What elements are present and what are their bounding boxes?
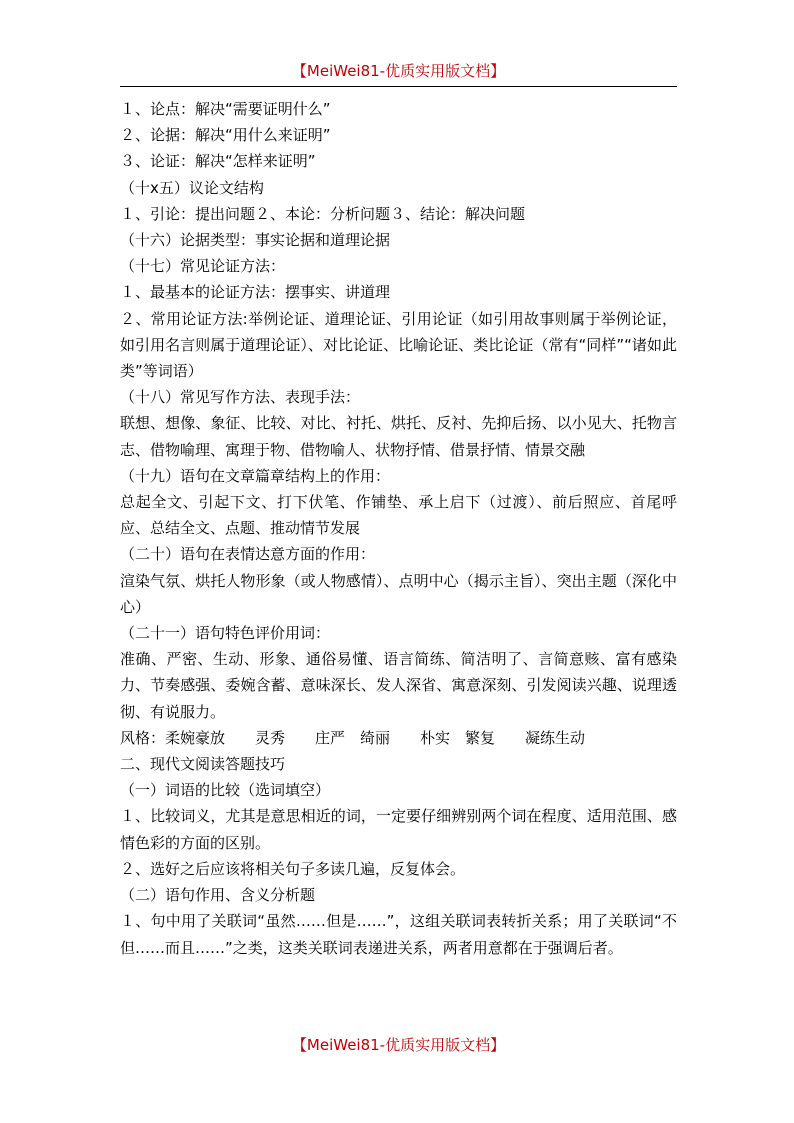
paragraph-word-comparison: １、比较词义，尤其是意思相近的词，一定要仔细辨别两个词在程度、适用范围、感情色彩的方面的区别。 bbox=[120, 807, 677, 852]
section-heading-20: （二十）语句在表情达意方面的作用： bbox=[120, 545, 376, 564]
paragraph-expression-roles: 渲染气氛、烘托人物形象（或人物感情）、点明中心（揭示主旨）、突出主题（深化中心） bbox=[120, 571, 677, 616]
page-header: 【MeiWei81-优质实用版文档】 bbox=[291, 62, 506, 80]
paragraph-evaluation-words: 准确、严密、生动、形象、通俗易懂、语言简练、简洁明了、言简意赅、富有感染力、节奏感强、委婉含蓄、意味深长、发人深省、寓意深刻、引发阅读兴趣、说理透彻、有说服力。 bbox=[120, 650, 677, 721]
page-footer: 【MeiWei81-优质实用版文档】 bbox=[291, 1036, 506, 1054]
text-line-3: ３、论证：解决“怎样来证明” bbox=[120, 152, 316, 171]
section-heading-16: （十六）论据类型：事实论据和道理论据 bbox=[120, 231, 391, 250]
section-heading-21: （二十一）语句特色评价用词： bbox=[120, 624, 331, 643]
section-heading-18: （十八）常见写作方法、表现手法： bbox=[120, 388, 361, 407]
text-line-reread: ２、选好之后应该将相关句子多读几遍，反复体会。 bbox=[120, 859, 466, 878]
paragraph-common-methods: ２、常用论证方法:举例论证、道理论证、引用论证（如引用故事则属于举例论证，如引用名言则属于道理论证）、对比论证、比喻论证、类比论证（常有“同样”“诸如此类”等词语） bbox=[120, 309, 677, 381]
text-line-1: １、论点：解决“需要证明什么” bbox=[120, 100, 331, 118]
text-line-styles: 风格：柔婉豪放 灵秀 庄严 绮丽 朴实 繁复 凝练生动 bbox=[120, 728, 586, 747]
document-body bbox=[120, 96, 677, 961]
section-heading-15: （十ⅹ五）议论文结构 bbox=[120, 178, 264, 197]
text-line-basic-method: １、最基本的论证方法：摆事实、讲道理 bbox=[120, 283, 391, 302]
text-line-structure: １、引论：提出问题２、本论：分析问题３、结论：解决问题 bbox=[120, 204, 526, 223]
section-heading-17: （十七）常见论证方法： bbox=[120, 257, 286, 276]
paragraph-conjunctions: １、句中用了关联词“虽然……但是……”，这组关联词表转折关系；用了关联词“不但……而且……”之类，这类关联词表递进关系，两者用意都在于强调后者。 bbox=[120, 912, 677, 957]
text-line-2: ２、论据：解决“用什么来证明” bbox=[120, 126, 331, 145]
paragraph-writing-methods: 联想、想像、象征、比较、对比、衬托、烘托、反衬、先抑后扬、以小见大、托物言志、借物喻理、寓理于物、借物喻人、状物抒情、借景抒情、情景交融 bbox=[120, 414, 677, 459]
paragraph-structure-roles: 总起全文、引起下文、打下伏笔、作铺垫、承上启下（过渡）、前后照应、首尾呼应、总结全文、点题、推动情节发展 bbox=[120, 493, 677, 538]
subsection-heading-2: （二）语句作用、含义分析题 bbox=[120, 886, 316, 905]
subsection-heading-1: （一）词语的比较（选词填空） bbox=[120, 781, 331, 800]
section-heading-19: （十九）语句在文章篇章结构上的作用： bbox=[120, 466, 391, 485]
section-heading-part-2: 二、现代文阅读答题技巧 bbox=[120, 755, 286, 774]
header-divider bbox=[120, 86, 677, 87]
